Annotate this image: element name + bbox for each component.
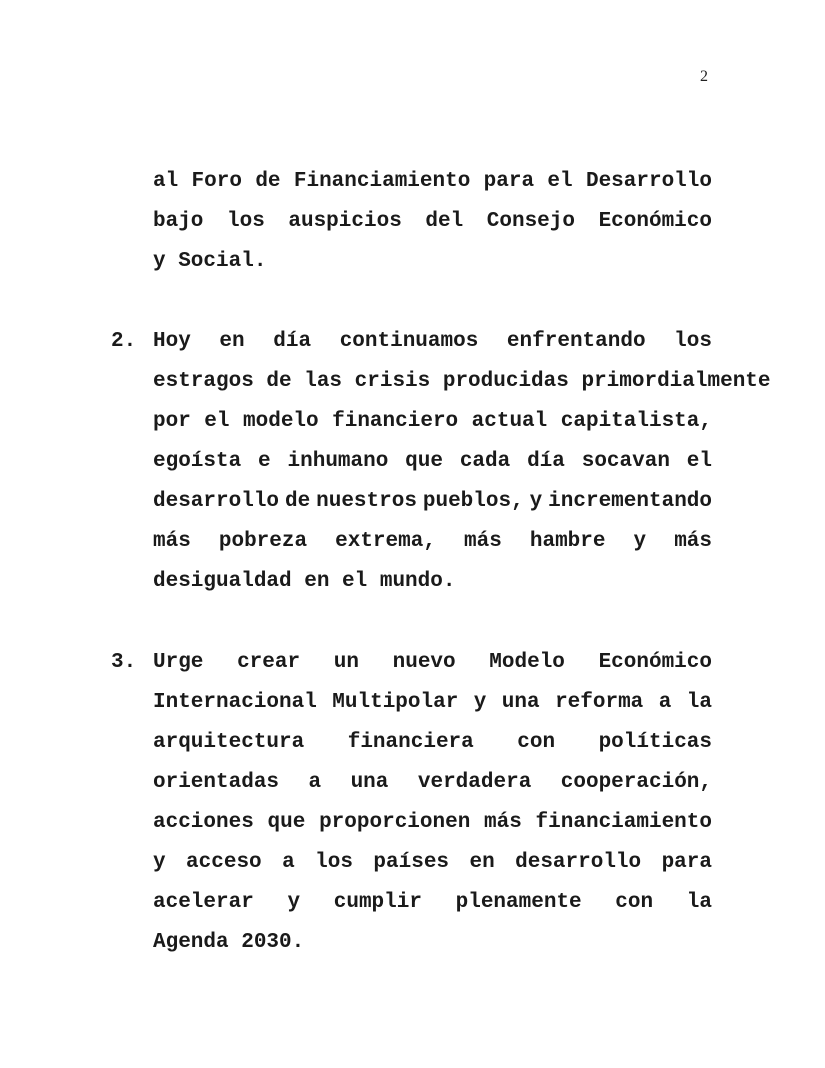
text-line: Urge crear un nuevo Modelo Económico bbox=[153, 651, 712, 674]
text-line: Agenda 2030. bbox=[153, 931, 305, 954]
text-line: desigualdad en el mundo. bbox=[153, 570, 456, 593]
text-line: y acceso a los países en desarrollo para bbox=[153, 851, 712, 874]
text-line: y Social. bbox=[153, 250, 267, 273]
text-line: Hoy en día continuamos enfrentando los bbox=[153, 330, 712, 353]
text-line: por el modelo financiero actual capitalista, bbox=[153, 410, 712, 433]
text-line: arquitectura financiera con políticas bbox=[153, 731, 712, 754]
paragraph-3 bbox=[111, 643, 712, 963]
text-line: orientadas a una verdadera cooperación, bbox=[153, 771, 712, 794]
list-number: 3. bbox=[111, 651, 137, 674]
text-line: estragos de las crisis producidas primordialmente bbox=[153, 370, 771, 393]
list-number: 2. bbox=[111, 330, 137, 353]
text-line: acciones que proporcionen más financiamiento bbox=[153, 811, 712, 834]
text-line: desarrollo de nuestros pueblos, y incrementando bbox=[153, 490, 712, 513]
text-line: acelerar y cumplir plenamente con la bbox=[153, 891, 712, 914]
page-number: 2 bbox=[700, 68, 708, 85]
paragraph-2 bbox=[111, 322, 771, 602]
text-line: Internacional Multipolar y una reforma a la bbox=[153, 691, 712, 714]
paragraph-continuation bbox=[153, 162, 712, 282]
text-line: bajo los auspicios del Consejo Económico bbox=[153, 210, 712, 233]
text-line: al Foro de Financiamiento para el Desarrollo bbox=[153, 170, 712, 193]
text-line: egoísta e inhumano que cada día socavan el bbox=[153, 450, 712, 473]
text-line: más pobreza extrema, más hambre y más bbox=[153, 530, 712, 553]
